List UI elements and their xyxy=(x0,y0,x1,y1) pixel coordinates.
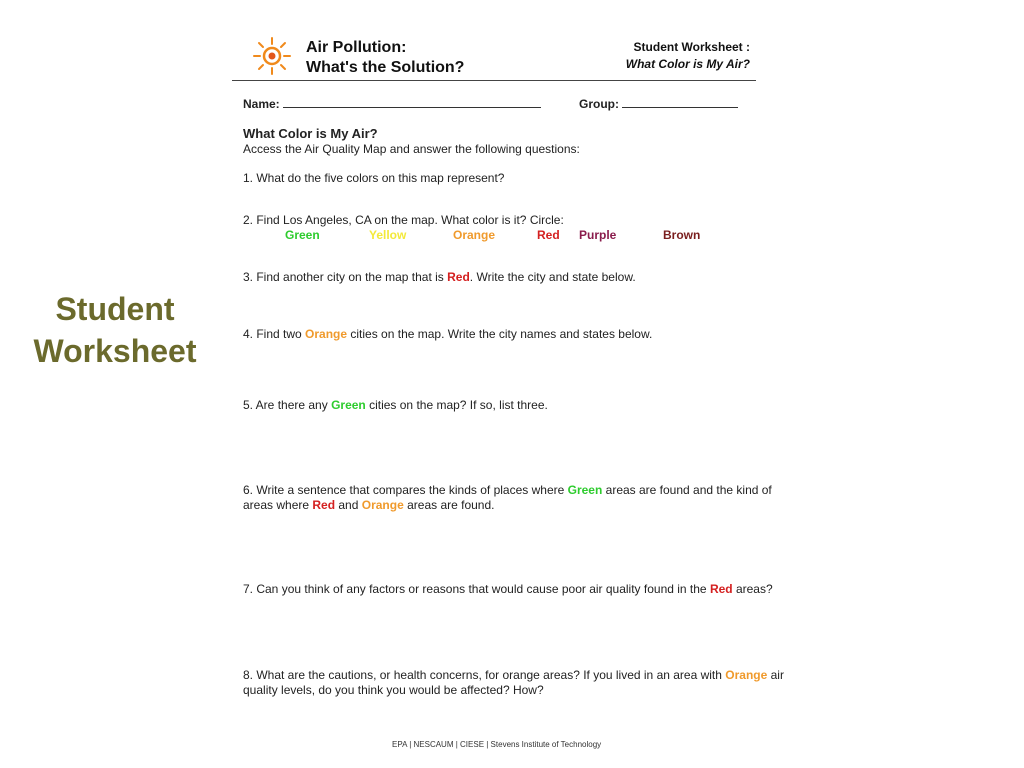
word-red: Red xyxy=(447,270,470,284)
worksheet-subtitle xyxy=(626,39,750,73)
question-5: 5. Are there any Green cities on the map? If so, list three. xyxy=(243,398,548,412)
subtitle-line2: What Color is My Air? xyxy=(625,57,750,71)
worksheet-title xyxy=(306,38,464,78)
word-green: Green xyxy=(567,483,603,497)
worksheet-header xyxy=(232,30,756,81)
question-2: 2. Find Los Angeles, CA on the map. What color is it? Circle: xyxy=(243,213,564,227)
question-1: 1. What do the five colors on this map represent? xyxy=(243,171,505,185)
section-heading: What Color is My Air? xyxy=(243,126,378,141)
name-blank[interactable] xyxy=(283,97,541,108)
question-3: 3. Find another city on the map that is Red. Write the city and state below. xyxy=(243,270,636,284)
word-orange: Orange xyxy=(305,327,348,341)
word-green: Green xyxy=(331,398,366,412)
group-field xyxy=(579,97,738,111)
word-red: Red xyxy=(709,582,733,596)
choice-yellow[interactable]: Yellow xyxy=(369,228,407,242)
slide-title-line2: Worksheet xyxy=(33,333,197,369)
group-label: Group: xyxy=(579,97,619,111)
title-line2: What's the Solution? xyxy=(306,59,465,76)
question-4: 4. Find two Orange cities on the map. Write the city names and states below. xyxy=(243,327,653,341)
choice-brown[interactable]: Brown xyxy=(663,228,701,242)
choice-red[interactable]: Red xyxy=(537,228,560,242)
word-red: Red xyxy=(312,498,336,512)
group-blank[interactable] xyxy=(622,97,738,108)
subtitle-line1: Student Worksheet : xyxy=(633,40,750,54)
word-orange: Orange xyxy=(725,668,768,682)
section-intro: Access the Air Quality Map and answer the following questions: xyxy=(243,142,580,156)
title-line1: Air Pollution: xyxy=(306,39,407,56)
footer-credits: EPA | NESCAUM | CIESE | Stevens Institute of Technology xyxy=(392,740,602,749)
slide-title-line1: Student xyxy=(55,291,175,327)
question-6: 6. Write a sentence that compares the kinds of places where Green areas are found and the kind of areas where Red and Orange areas are found. xyxy=(243,483,772,512)
name-label: Name: xyxy=(243,97,280,111)
name-field xyxy=(243,97,541,111)
slide-title xyxy=(20,288,210,372)
question-7: 7. Can you think of any factors or reasons that would cause poor air quality found in the Red areas? xyxy=(243,582,773,596)
worksheet-page xyxy=(232,30,802,762)
choice-orange[interactable]: Orange xyxy=(453,228,496,242)
sun-icon xyxy=(252,36,292,76)
choice-green[interactable]: Green xyxy=(285,228,320,242)
question-8: 8. What are the cautions, or health concerns, for orange areas? If you lived in an area with Orange air quality levels, do you think you would be affected? How? xyxy=(243,668,784,697)
choice-purple[interactable]: Purple xyxy=(579,228,617,242)
word-orange: Orange xyxy=(361,498,404,512)
